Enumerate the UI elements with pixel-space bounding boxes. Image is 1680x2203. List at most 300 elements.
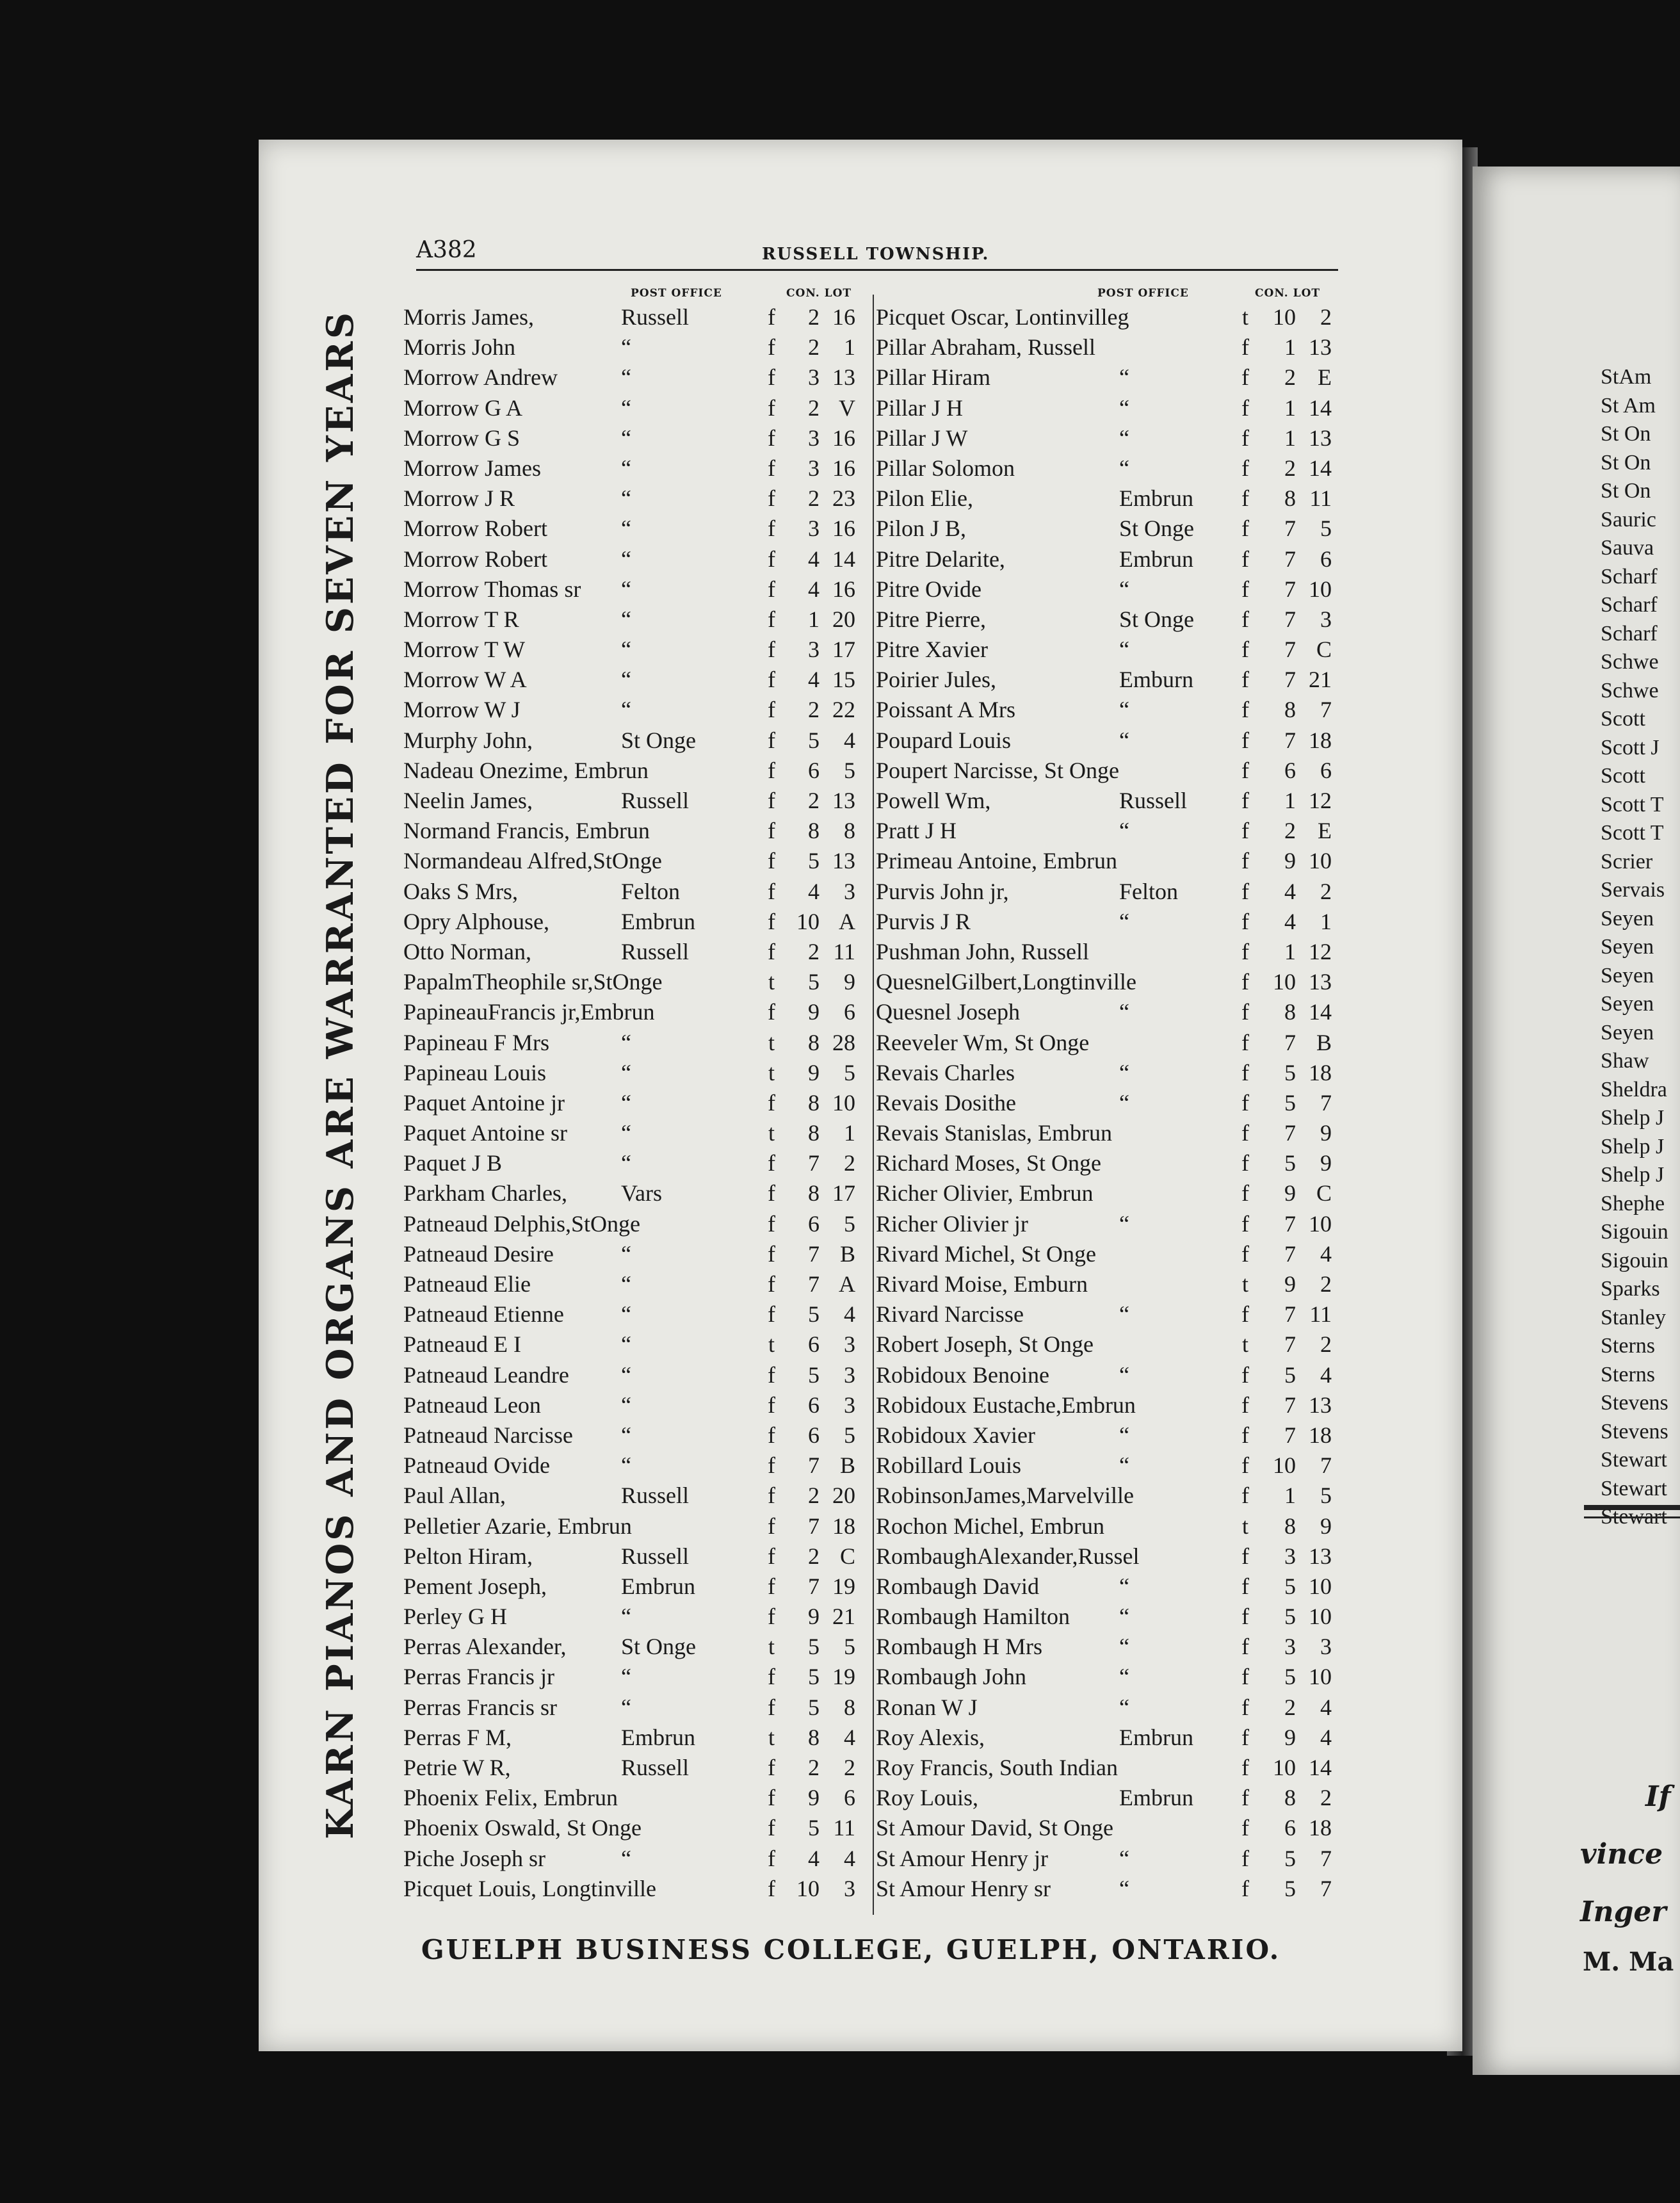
left-directory-column — [403, 304, 864, 1905]
entry-concession: 7 — [808, 1573, 820, 1599]
entry-tenure: f — [768, 848, 775, 874]
entry-lot: 2 — [1320, 878, 1332, 904]
entry-concession: 4 — [808, 1845, 820, 1871]
right-page-entry: Stewart — [1601, 1505, 1667, 1529]
directory-entry — [403, 817, 864, 847]
entry-tenure: f — [1241, 1694, 1249, 1720]
entry-name: St Amour Henry sr — [876, 1875, 1051, 1901]
entry-lot: 3 — [844, 1362, 855, 1388]
directory-entry — [876, 304, 1337, 334]
entry-lot: 9 — [1320, 1120, 1332, 1146]
entry-lot: 11 — [1309, 1301, 1332, 1328]
entry-tenure: f — [768, 938, 775, 964]
entry-post-office: “ — [621, 334, 631, 361]
entry-tenure: f — [1241, 938, 1249, 964]
directory-entry — [876, 1422, 1337, 1452]
entry-lot: 10 — [1309, 1664, 1332, 1690]
entry-name: Robidoux Benoine — [876, 1362, 1049, 1388]
entry-lot: B — [1316, 1029, 1332, 1055]
directory-entry — [403, 908, 864, 938]
entry-concession: 8 — [1284, 999, 1296, 1025]
directory-entry — [876, 878, 1337, 908]
entry-name: Pitre Xavier — [876, 637, 988, 663]
entry-lot: 13 — [832, 848, 855, 874]
entry-name: Perley G H — [403, 1604, 507, 1630]
entry-tenure: f — [768, 546, 775, 572]
entry-name: Pillar Abraham, Russell — [876, 334, 1095, 361]
entry-concession: 8 — [808, 1724, 820, 1750]
entry-tenure: t — [768, 1724, 775, 1750]
entry-name: Poupard Louis — [876, 727, 1011, 753]
entry-concession: 3 — [808, 516, 820, 542]
entry-post-office: “ — [621, 1392, 631, 1418]
entry-tenure: f — [768, 1785, 775, 1811]
right-page-entry: Stewart — [1601, 1448, 1667, 1472]
entry-tenure: f — [768, 1483, 775, 1509]
directory-entry — [403, 938, 864, 968]
entry-post-office: “ — [1119, 1604, 1129, 1630]
directory-entry — [876, 1452, 1337, 1482]
entry-concession: 9 — [808, 999, 820, 1025]
directory-entry — [876, 576, 1337, 606]
entry-lot: 14 — [1309, 455, 1332, 481]
entry-lot: 13 — [1309, 425, 1332, 451]
entry-tenure: f — [768, 576, 775, 602]
entry-lot: 10 — [1309, 576, 1332, 602]
directory-entry — [876, 1210, 1337, 1240]
entry-name: Primeau Antoine, Embrun — [876, 848, 1117, 874]
right-page-entry: Scharf — [1601, 621, 1658, 646]
entry-tenure: f — [768, 425, 775, 451]
entry-name: Morrow T W — [403, 637, 526, 663]
entry-lot: 4 — [844, 727, 855, 753]
right-page-entry: Scott J — [1601, 735, 1660, 760]
entry-lot: 7 — [1320, 697, 1332, 723]
entry-lot: 5 — [1320, 1483, 1332, 1509]
entry-lot: 10 — [1309, 1604, 1332, 1630]
entry-lot: 4 — [844, 1845, 855, 1871]
entry-tenure: f — [768, 1180, 775, 1207]
entry-post-office: St Onge — [621, 1634, 696, 1660]
entry-tenure: f — [1241, 1392, 1249, 1418]
right-page-entry: Scharf — [1601, 564, 1658, 589]
entry-concession: 7 — [1284, 637, 1296, 663]
right-page-footer: M. Ma — [1583, 1947, 1674, 1977]
entry-post-office: Russell — [621, 1755, 690, 1780]
entry-tenure: f — [1241, 727, 1249, 753]
entry-lot: 13 — [1309, 334, 1332, 361]
entry-concession: 2 — [808, 334, 820, 361]
entry-concession: 1 — [1284, 425, 1296, 451]
entry-name: Papineau F Mrs — [403, 1029, 549, 1055]
entry-lot: 11 — [1309, 485, 1332, 512]
directory-entry — [876, 817, 1337, 847]
entry-name: Papineau Louis — [403, 1059, 546, 1085]
entry-post-office: St Onge — [1119, 516, 1194, 542]
entry-tenure: f — [1241, 1604, 1249, 1630]
entry-name: PapalmTheophile sr,StOnge — [403, 969, 663, 995]
entry-tenure: f — [1241, 364, 1249, 391]
entry-tenure: f — [1241, 394, 1249, 421]
right-page-entry: Scott T — [1601, 821, 1664, 845]
entry-name: Morris John — [403, 334, 516, 361]
directory-entry — [403, 1724, 864, 1754]
right-page-entry: Seyen — [1601, 935, 1654, 959]
entry-name: Normand Francis, Embrun — [403, 818, 650, 844]
right-directory-column — [876, 304, 1337, 1905]
entry-name: Pilon Elie, — [876, 485, 973, 512]
right-page-entry: St Am — [1601, 393, 1656, 418]
right-page-entry: Stevens — [1601, 1419, 1668, 1443]
entry-lot: 2 — [1320, 1271, 1332, 1297]
right-page-italic-line: vince — [1580, 1838, 1663, 1871]
entry-lot: 16 — [832, 304, 855, 330]
directory-entry — [876, 1784, 1337, 1814]
right-page-entry: Schwe — [1601, 650, 1659, 674]
entry-tenure: f — [1241, 1150, 1249, 1176]
right-page-italic-line: If — [1645, 1780, 1671, 1813]
entry-tenure: f — [1241, 1120, 1249, 1146]
entry-post-office: “ — [621, 1694, 631, 1720]
entry-post-office: “ — [1119, 1452, 1129, 1479]
right-page-entry: Seyen — [1601, 1020, 1654, 1045]
entry-tenure: f — [1241, 999, 1249, 1025]
entry-lot: 21 — [1309, 667, 1332, 693]
entry-name: Rivard Michel, St Onge — [876, 1240, 1096, 1267]
entry-lot: 5 — [844, 757, 855, 783]
entry-post-office: Embrun — [1119, 1724, 1193, 1750]
entry-post-office: “ — [621, 606, 631, 632]
entry-name: Roy Louis, — [876, 1785, 979, 1811]
entry-concession: 1 — [808, 606, 820, 632]
right-page-entry: StAm — [1601, 365, 1652, 389]
entry-lot: E — [1318, 818, 1332, 844]
entry-tenure: f — [1241, 757, 1249, 783]
entry-name: Perras Francis sr — [403, 1694, 557, 1720]
entry-tenure: f — [768, 1694, 775, 1720]
entry-concession: 7 — [1284, 1210, 1296, 1237]
entry-name: Pitre Delarite, — [876, 546, 1005, 572]
entry-lot: 18 — [1309, 1815, 1332, 1841]
entry-name: Quesnel Joseph — [876, 999, 1020, 1025]
entry-post-office: “ — [621, 485, 631, 512]
entry-lot: 20 — [832, 606, 855, 632]
entry-concession: 7 — [1284, 1240, 1296, 1267]
entry-lot: 7 — [1320, 1089, 1332, 1116]
entry-name: Pitre Pierre, — [876, 606, 986, 632]
entry-lot: 7 — [1320, 1875, 1332, 1901]
entry-lot: 18 — [1309, 727, 1332, 753]
entry-lot: 14 — [1309, 1755, 1332, 1780]
entry-name: Rivard Moise, Emburn — [876, 1271, 1088, 1297]
entry-lot: 14 — [1309, 394, 1332, 421]
entry-concession: 8 — [1284, 697, 1296, 723]
entry-post-office: “ — [621, 1362, 631, 1388]
entry-tenure: f — [768, 364, 775, 391]
entry-lot: 9 — [1320, 1513, 1332, 1539]
entry-name: Patneaud Elie — [403, 1271, 531, 1297]
directory-entry — [876, 1059, 1337, 1089]
entry-concession: 10 — [796, 1875, 820, 1901]
entry-lot: 13 — [1309, 1543, 1332, 1569]
entry-post-office: “ — [621, 1029, 631, 1055]
directory-entry — [876, 1694, 1337, 1724]
entry-name: Patneaud E I — [403, 1331, 521, 1358]
entry-concession: 8 — [808, 1120, 820, 1146]
entry-concession: 3 — [808, 637, 820, 663]
entry-concession: 5 — [1284, 1664, 1296, 1690]
directory-entry — [876, 1180, 1337, 1210]
entry-post-office: “ — [1119, 1210, 1129, 1237]
entry-lot: 14 — [1309, 999, 1332, 1025]
entry-name: Paul Allan, — [403, 1483, 506, 1509]
entry-lot: 16 — [832, 576, 855, 602]
directory-entry — [876, 1392, 1337, 1422]
entry-concession: 3 — [808, 455, 820, 481]
entry-post-office: “ — [1119, 727, 1129, 753]
entry-post-office: “ — [1119, 637, 1129, 663]
entry-concession: 8 — [1284, 485, 1296, 512]
entry-lot: 3 — [844, 1875, 855, 1901]
directory-entry — [876, 1633, 1337, 1663]
entry-name: Morrow Thomas sr — [403, 576, 581, 602]
entry-concession: 7 — [808, 1452, 820, 1479]
entry-tenure: f — [1241, 1362, 1249, 1388]
post-office-heading-left: POST OFFICE — [631, 287, 722, 300]
entry-tenure: f — [1241, 1724, 1249, 1750]
entry-name: Pratt J H — [876, 818, 957, 844]
entry-concession: 4 — [808, 667, 820, 693]
entry-lot: 10 — [1309, 1210, 1332, 1237]
directory-entry — [403, 666, 864, 696]
entry-lot: 13 — [832, 364, 855, 391]
entry-tenure: f — [1241, 1875, 1249, 1901]
column-divider — [873, 295, 874, 1915]
entry-post-office: “ — [1119, 1089, 1129, 1116]
right-page-entry: Servais — [1601, 878, 1665, 902]
entry-name: Reeveler Wm, St Onge — [876, 1029, 1090, 1055]
entry-name: Revais Stanislas, Embrun — [876, 1120, 1112, 1146]
entry-tenure: f — [768, 1271, 775, 1297]
entry-name: Pillar Hiram — [876, 364, 990, 391]
entry-tenure: f — [1241, 606, 1249, 632]
entry-name: Parkham Charles, — [403, 1180, 567, 1207]
directory-entry — [876, 1663, 1337, 1693]
entry-tenure: f — [768, 637, 775, 663]
entry-tenure: f — [768, 1210, 775, 1237]
directory-entry — [876, 394, 1337, 425]
directory-entry — [403, 1573, 864, 1603]
entry-concession: 5 — [1284, 1150, 1296, 1176]
entry-lot: A — [839, 1271, 855, 1297]
directory-entry — [403, 1814, 864, 1844]
entry-post-office: “ — [1119, 1664, 1129, 1690]
directory-entry — [876, 1513, 1337, 1543]
entry-concession: 2 — [808, 697, 820, 723]
entry-post-office: Felton — [1119, 878, 1179, 904]
directory-entry — [403, 696, 864, 726]
entry-concession: 4 — [808, 546, 820, 572]
post-office-heading-right: POST OFFICE — [1097, 287, 1189, 300]
entry-lot: 28 — [832, 1029, 855, 1055]
entry-lot: 7 — [1320, 1845, 1332, 1871]
entry-concession: 5 — [808, 727, 820, 753]
directory-entry — [403, 455, 864, 485]
entry-tenure: f — [1241, 1815, 1249, 1841]
entry-post-office: “ — [621, 667, 631, 693]
directory-entry — [403, 1452, 864, 1482]
directory-entry — [403, 1603, 864, 1633]
directory-entry — [403, 727, 864, 757]
entry-concession: 3 — [808, 425, 820, 451]
entry-lot: 16 — [832, 425, 855, 451]
entry-name: Perras F M, — [403, 1724, 512, 1750]
entry-name: Paquet Antoine sr — [403, 1120, 567, 1146]
entry-post-office: “ — [1119, 1422, 1129, 1448]
entry-tenure: f — [1241, 1573, 1249, 1599]
entry-name: Picquet Louis, Longtinville — [403, 1875, 656, 1901]
right-page-entry: Seyen — [1601, 963, 1654, 988]
right-page-entry: Sparks — [1601, 1277, 1660, 1301]
directory-entry — [876, 847, 1337, 877]
entry-concession: 2 — [808, 1755, 820, 1780]
entry-name: Normandeau Alfred,StOnge — [403, 848, 662, 874]
entry-name: Pillar Solomon — [876, 455, 1015, 481]
entry-lot: 6 — [1320, 546, 1332, 572]
entry-name: Purvis John jr, — [876, 878, 1009, 904]
entry-tenure: f — [1241, 818, 1249, 844]
entry-tenure: f — [1241, 1845, 1249, 1871]
entry-name: Pelletier Azarie, Embrun — [403, 1513, 632, 1539]
entry-concession: 7 — [1284, 546, 1296, 572]
entry-lot: 18 — [1309, 1059, 1332, 1085]
entry-name: Patneaud Etienne — [403, 1301, 564, 1328]
entry-concession: 3 — [1284, 1543, 1296, 1569]
entry-name: Morrow Robert — [403, 546, 547, 572]
directory-entry — [876, 1543, 1337, 1573]
entry-post-office: “ — [1119, 394, 1129, 421]
directory-entry — [876, 938, 1337, 968]
entry-post-office: “ — [621, 1845, 631, 1871]
entry-concession: 2 — [808, 304, 820, 330]
entry-name: Patneaud Ovide — [403, 1452, 550, 1479]
directory-entry — [403, 1240, 864, 1271]
right-page-entry: Sigouin — [1601, 1220, 1668, 1244]
entry-lot: 23 — [832, 485, 855, 512]
entry-concession: 2 — [808, 485, 820, 512]
entry-post-office: “ — [621, 697, 631, 723]
entry-name: Murphy John, — [403, 727, 533, 753]
entry-tenure: f — [768, 727, 775, 753]
entry-tenure: f — [1241, 1059, 1249, 1085]
entry-name: Morrow W J — [403, 697, 521, 723]
entry-concession: 2 — [808, 1543, 820, 1569]
entry-name: Pilon J B, — [876, 516, 967, 542]
directory-entry — [403, 1362, 864, 1392]
entry-concession: 7 — [1284, 1422, 1296, 1448]
directory-entry — [403, 394, 864, 425]
right-page-entry: Stanley — [1601, 1305, 1666, 1329]
directory-entry — [403, 425, 864, 455]
entry-lot: 11 — [833, 938, 855, 964]
entry-concession: 5 — [808, 1362, 820, 1388]
entry-post-office: St Onge — [621, 727, 696, 753]
entry-post-office: “ — [621, 425, 631, 451]
entry-concession: 10 — [1273, 1452, 1296, 1479]
right-page-entry: Seyen — [1601, 906, 1654, 931]
right-page-italic-line: Inger — [1580, 1896, 1667, 1928]
entry-tenure: f — [1241, 637, 1249, 663]
entry-concession: 10 — [1273, 969, 1296, 995]
entry-tenure: f — [1241, 1089, 1249, 1116]
directory-entry — [403, 1089, 864, 1119]
entry-post-office: “ — [1119, 1362, 1129, 1388]
entry-concession: 8 — [1284, 1785, 1296, 1811]
right-page-entry: Scharf — [1601, 593, 1658, 617]
entry-lot: 2 — [844, 1150, 855, 1176]
entry-concession: 8 — [808, 1180, 820, 1207]
directory-entry — [403, 334, 864, 364]
right-page-entry: Sterns — [1601, 1362, 1655, 1386]
entry-tenure: f — [1241, 425, 1249, 451]
entry-lot: 20 — [832, 1483, 855, 1509]
entry-name: Neelin James, — [403, 788, 533, 813]
entry-post-office: “ — [621, 364, 631, 391]
entry-tenure: f — [768, 455, 775, 481]
directory-entry — [403, 485, 864, 515]
entry-post-office: “ — [621, 576, 631, 602]
right-page-entry: Stewart — [1601, 1476, 1667, 1500]
entry-tenure: f — [1241, 1785, 1249, 1811]
entry-post-office: Russell — [621, 304, 690, 330]
entry-concession: 3 — [808, 364, 820, 391]
directory-entry — [403, 546, 864, 576]
entry-name: Pushman John, Russell — [876, 938, 1090, 964]
entry-concession: 7 — [1284, 1331, 1296, 1358]
entry-lot: 18 — [1309, 1422, 1332, 1448]
directory-entry — [403, 1271, 864, 1301]
entry-tenure: f — [768, 999, 775, 1025]
entry-lot: 4 — [1320, 1362, 1332, 1388]
entry-concession: 5 — [1284, 1089, 1296, 1116]
entry-lot: 4 — [1320, 1724, 1332, 1750]
entry-name: Rombaugh H Mrs — [876, 1634, 1042, 1660]
entry-post-office: “ — [621, 546, 631, 572]
entry-tenure: t — [768, 1120, 775, 1146]
entry-lot: 4 — [844, 1301, 855, 1328]
right-page-entry: Scrier — [1601, 849, 1653, 874]
entry-concession: 5 — [808, 1815, 820, 1841]
entry-concession: 7 — [1284, 1301, 1296, 1328]
entry-tenure: f — [768, 1815, 775, 1841]
entry-post-office: “ — [621, 1120, 631, 1146]
entry-concession: 5 — [808, 848, 820, 874]
entry-concession: 4 — [808, 878, 820, 904]
entry-lot: 17 — [832, 1180, 855, 1207]
entry-name: Rivard Narcisse — [876, 1301, 1024, 1328]
entry-post-office: Russell — [621, 938, 690, 964]
directory-entry — [876, 998, 1337, 1028]
entry-concession: 8 — [808, 1089, 820, 1116]
directory-entry — [876, 757, 1337, 787]
entry-name: Robidoux Eustache,Embrun — [876, 1392, 1136, 1418]
entry-name: Patneaud Desire — [403, 1240, 554, 1267]
entry-concession: 7 — [808, 1271, 820, 1297]
entry-post-office: Embrun — [1119, 546, 1193, 572]
directory-entry — [403, 1150, 864, 1180]
entry-lot: 9 — [1320, 1150, 1332, 1176]
entry-lot: 12 — [1309, 788, 1332, 813]
